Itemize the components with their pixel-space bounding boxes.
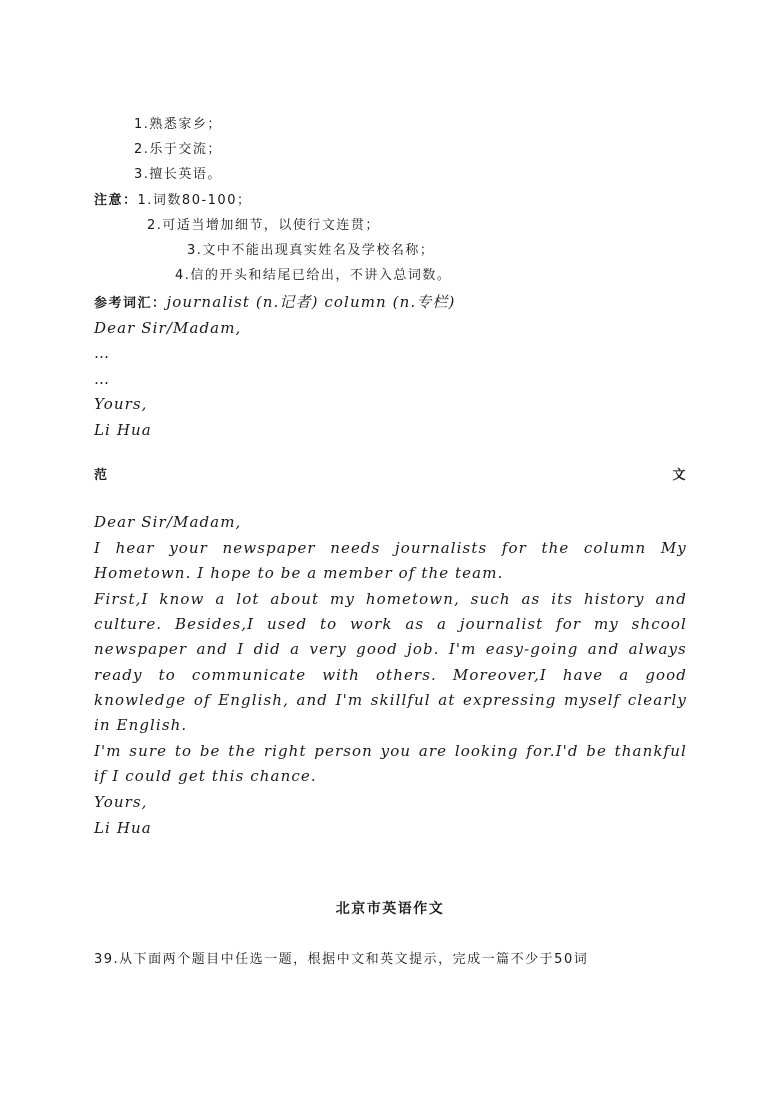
notes-label: 注意： bbox=[94, 193, 138, 208]
word: at bbox=[438, 691, 456, 709]
template-ellipsis: … bbox=[94, 344, 111, 362]
sample-line bbox=[94, 538, 687, 558]
word: of bbox=[193, 691, 211, 709]
word: you bbox=[380, 742, 412, 760]
sample-signature: Li Hua bbox=[94, 819, 152, 837]
word: are bbox=[418, 742, 448, 760]
word: My bbox=[660, 539, 687, 557]
word: to bbox=[319, 615, 338, 633]
word: shcool bbox=[631, 615, 687, 633]
word: thankful bbox=[614, 742, 687, 760]
sample-line: if I could get this chance. bbox=[94, 767, 317, 785]
word: looking bbox=[454, 742, 519, 760]
word: I'm bbox=[335, 691, 364, 709]
word: I bbox=[237, 640, 245, 658]
word: know bbox=[159, 590, 205, 608]
sample-line bbox=[94, 614, 687, 634]
word: and bbox=[196, 640, 228, 658]
word: Besides,I bbox=[174, 615, 255, 633]
word: sure bbox=[129, 742, 168, 760]
word: my bbox=[593, 615, 619, 633]
word: a bbox=[437, 615, 448, 633]
word: work bbox=[350, 615, 393, 633]
sample-greeting: Dear Sir/Madam, bbox=[94, 513, 242, 531]
word: for.I'd bbox=[526, 742, 579, 760]
word: the bbox=[228, 742, 257, 760]
word: good bbox=[645, 666, 687, 684]
word: lot bbox=[236, 590, 260, 608]
sample-heading-right: 文 bbox=[672, 468, 687, 483]
notes-item: 3.文中不能出现真实姓名及学校名称； bbox=[187, 243, 435, 258]
word: to bbox=[158, 666, 176, 684]
word: First,I bbox=[94, 590, 149, 608]
word: as bbox=[521, 590, 541, 608]
word: be bbox=[199, 742, 221, 760]
word: very bbox=[309, 640, 347, 658]
sample-line bbox=[94, 639, 687, 659]
word: about bbox=[270, 590, 320, 608]
word: I'm bbox=[448, 640, 477, 658]
vocab-label: 参考词汇： bbox=[94, 296, 167, 311]
sample-line bbox=[94, 665, 687, 685]
sample-closing: Yours, bbox=[94, 793, 148, 811]
word: for bbox=[501, 539, 527, 557]
word: a bbox=[290, 640, 301, 658]
word: skillful bbox=[370, 691, 431, 709]
word: and bbox=[655, 590, 687, 608]
word: column bbox=[583, 539, 647, 557]
word: used bbox=[266, 615, 308, 633]
word: Moreover,I bbox=[452, 666, 547, 684]
template-signature: Li Hua bbox=[94, 421, 152, 439]
word: for bbox=[556, 615, 582, 633]
word: hometown, bbox=[365, 590, 460, 608]
word: my bbox=[330, 590, 355, 608]
word: its bbox=[551, 590, 574, 608]
word: and bbox=[587, 640, 620, 658]
notes-item: 4.信的开头和结尾已给出，不讲入总词数。 bbox=[175, 268, 452, 283]
sample-heading-left: 范 bbox=[94, 468, 109, 483]
word: needs bbox=[330, 539, 381, 557]
vocab-text: journalist (n.记者) column (n.专栏) bbox=[166, 293, 456, 311]
word: myself bbox=[564, 691, 621, 709]
word: with bbox=[322, 666, 360, 684]
word: knowledge bbox=[94, 691, 187, 709]
notes-line bbox=[94, 191, 251, 211]
word: and bbox=[296, 691, 329, 709]
word: I'm bbox=[94, 742, 122, 760]
notes-item: 2.可适当增加细节，以使行文连贯； bbox=[147, 218, 380, 233]
template-closing: Yours, bbox=[94, 395, 148, 413]
sample-line bbox=[94, 589, 687, 609]
word: ready bbox=[94, 666, 143, 684]
vocab-line bbox=[94, 292, 455, 314]
word: others. bbox=[375, 666, 437, 684]
template-ellipsis: … bbox=[94, 370, 111, 388]
sample-line: Hometown. I hope to be a member of the team. bbox=[94, 564, 504, 582]
word: to bbox=[174, 742, 193, 760]
word: did bbox=[253, 640, 281, 658]
word: a bbox=[215, 590, 226, 608]
word: such bbox=[470, 590, 511, 608]
word: culture. bbox=[94, 615, 163, 633]
notes-item: 1.词数80-100； bbox=[137, 193, 252, 208]
sample-line: in English. bbox=[94, 716, 188, 734]
word: newspaper bbox=[222, 539, 316, 557]
word: be bbox=[586, 742, 607, 760]
word: English, bbox=[218, 691, 289, 709]
word: easy-going bbox=[485, 640, 579, 658]
requirement-item: 1.熟悉家乡； bbox=[134, 117, 222, 132]
requirement-item: 3.擅长英语。 bbox=[134, 167, 222, 182]
sample-line bbox=[94, 741, 687, 761]
word: as bbox=[405, 615, 425, 633]
question-text: 39.从下面两个题目中任选一题，根据中文和英文提示，完成一篇不少于50词 bbox=[94, 952, 589, 967]
word: communicate bbox=[191, 666, 307, 684]
word: clearly bbox=[627, 691, 687, 709]
word: the bbox=[541, 539, 570, 557]
word: newspaper bbox=[94, 640, 188, 658]
word: hear bbox=[115, 539, 155, 557]
word: your bbox=[169, 539, 208, 557]
sample-heading bbox=[94, 466, 687, 486]
word: I bbox=[94, 539, 102, 557]
requirement-item: 2.乐于交流； bbox=[134, 142, 222, 157]
word: good bbox=[356, 640, 398, 658]
section-title: 北京市英语作文 bbox=[335, 901, 445, 917]
sample-line bbox=[94, 690, 687, 710]
word: expressing bbox=[463, 691, 557, 709]
word: job. bbox=[407, 640, 440, 658]
word: always bbox=[628, 640, 687, 658]
word: right bbox=[263, 742, 307, 760]
word: a bbox=[619, 666, 630, 684]
template-greeting: Dear Sir/Madam, bbox=[94, 319, 242, 337]
word: history bbox=[584, 590, 645, 608]
word: person bbox=[314, 742, 373, 760]
word: have bbox=[562, 666, 604, 684]
word: journalists bbox=[395, 539, 488, 557]
word: journalist bbox=[459, 615, 544, 633]
